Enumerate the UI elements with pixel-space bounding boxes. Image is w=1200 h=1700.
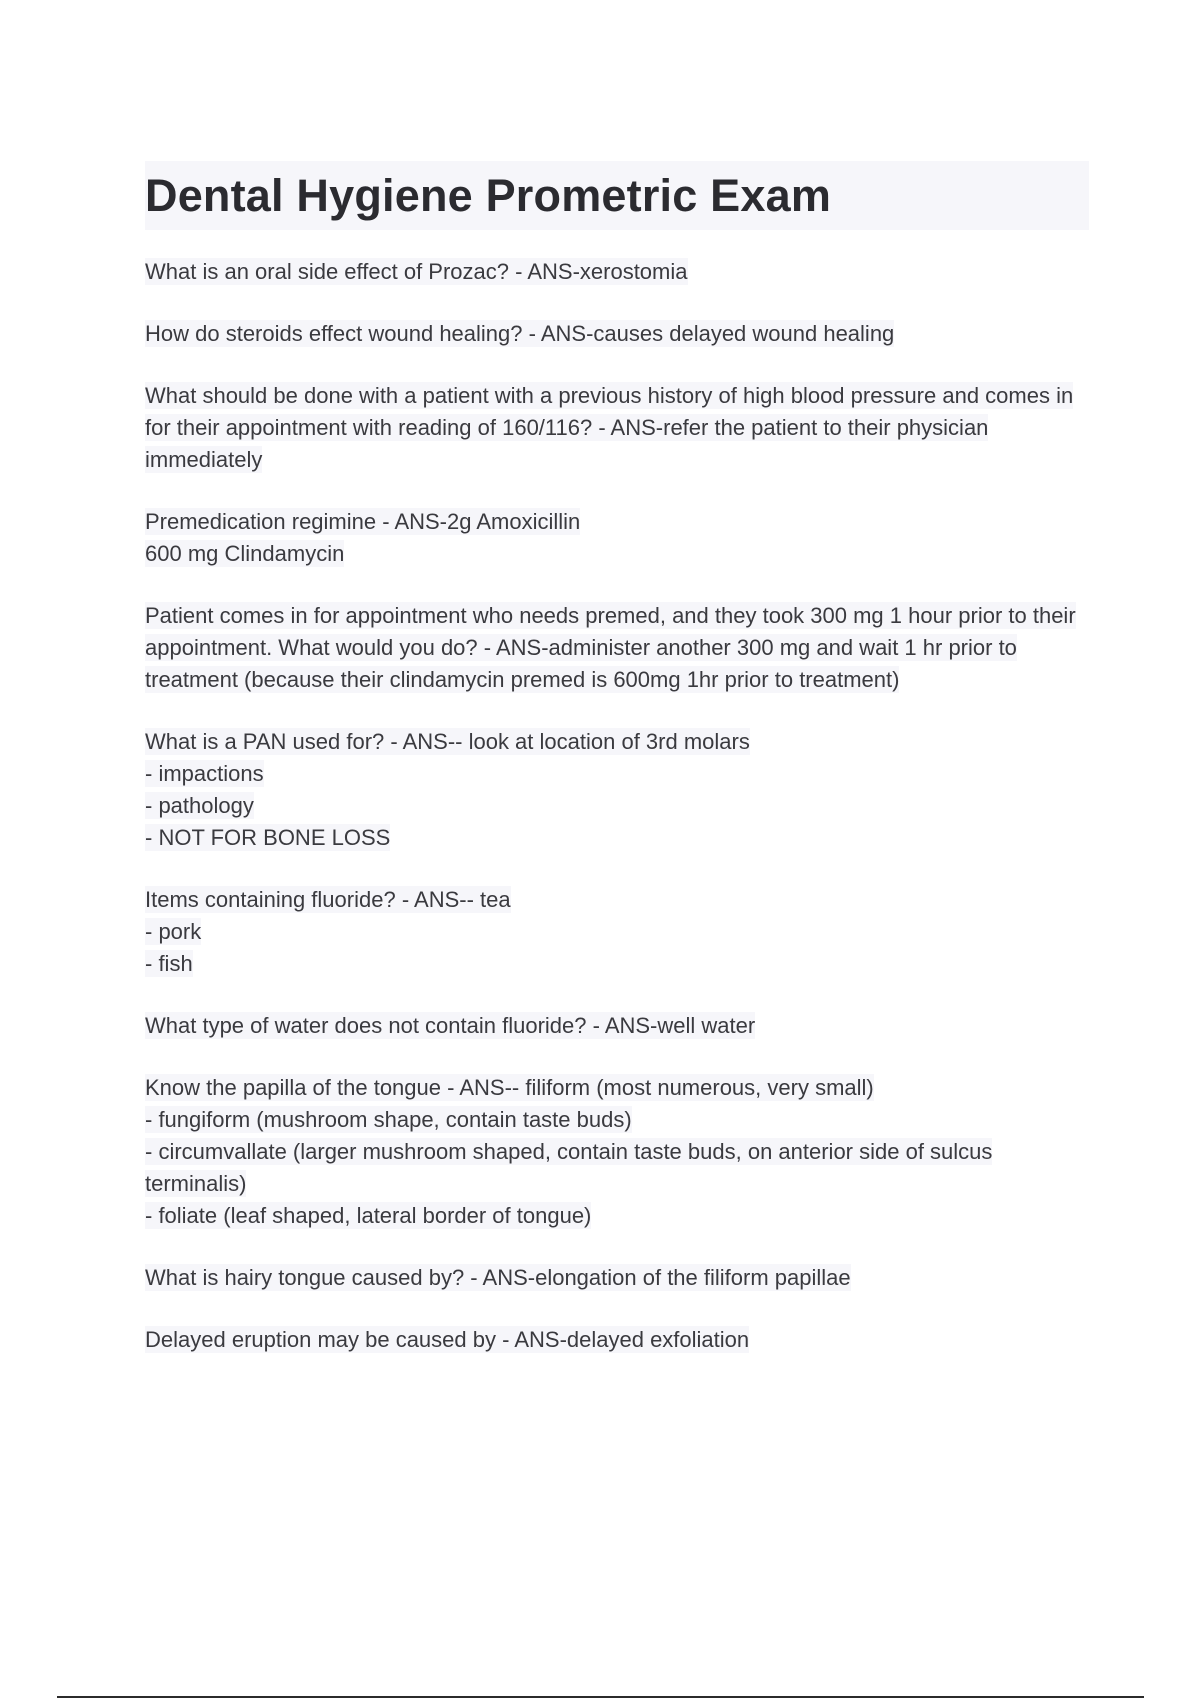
- qa-line-text: Premedication regimine - ANS-2g Amoxicillin: [145, 509, 581, 534]
- qa-line-text: 600 mg Clindamycin: [145, 541, 345, 566]
- qa-line-text: - impactions: [145, 761, 264, 786]
- qa-line: [145, 1104, 1089, 1136]
- qa-line: [145, 380, 1089, 476]
- qa-list: [145, 256, 1089, 1356]
- document-title: Dental Hygiene Prometric Exam: [145, 170, 832, 221]
- qa-line-text: Know the papilla of the tongue - ANS-- filiform (most numerous, very small): [145, 1075, 874, 1100]
- qa-item: [145, 506, 1089, 570]
- qa-line: [145, 1010, 1089, 1042]
- qa-line-text: Items containing fluoride? - ANS-- tea: [145, 887, 511, 912]
- qa-line-text: - pork: [145, 919, 202, 944]
- qa-line-text: Patient comes in for appointment who needs premed, and they took 300 mg 1 hour prior to their appointment. What would you do? - ANS-administer another 300 mg and wait 1 hr prior to treatment (because their clindamycin premed is 600mg 1hr prior to treatment): [145, 603, 1076, 692]
- qa-line-text: - foliate (leaf shaped, lateral border of tongue): [145, 1203, 592, 1228]
- qa-line-text: - fungiform (mushroom shape, contain taste buds): [145, 1107, 632, 1132]
- qa-line: [145, 1072, 1089, 1104]
- qa-line: [145, 916, 1089, 948]
- qa-item: [145, 600, 1089, 696]
- qa-item: [145, 884, 1089, 980]
- qa-item: [145, 1010, 1089, 1042]
- qa-line-text: What is hairy tongue caused by? - ANS-elongation of the filiform papillae: [145, 1265, 851, 1290]
- qa-line-text: - NOT FOR BONE LOSS: [145, 825, 391, 850]
- qa-item: [145, 1262, 1089, 1294]
- qa-line-text: What should be done with a patient with a previous history of high blood pressure and comes in for their appointment with reading of 160/116? - ANS-refer the patient to their physician immediately: [145, 383, 1074, 472]
- qa-item: [145, 256, 1089, 288]
- qa-item: [145, 1324, 1089, 1356]
- qa-line: [145, 790, 1089, 822]
- qa-item: [145, 380, 1089, 476]
- qa-line: [145, 1262, 1089, 1294]
- qa-line: [145, 822, 1089, 854]
- title-band: [145, 161, 1089, 230]
- document-page: [145, 161, 1089, 1386]
- qa-line-text: What type of water does not contain fluoride? - ANS-well water: [145, 1013, 756, 1038]
- qa-line: [145, 884, 1089, 916]
- qa-line-text: What is an oral side effect of Prozac? - ANS-xerostomia: [145, 259, 688, 284]
- qa-line: [145, 600, 1089, 696]
- qa-item: [145, 318, 1089, 350]
- qa-item: [145, 726, 1089, 854]
- qa-line-text: What is a PAN used for? - ANS-- look at location of 3rd molars: [145, 729, 750, 754]
- footer-divider: [57, 1696, 1144, 1698]
- qa-item: [145, 1072, 1089, 1232]
- qa-line: [145, 1136, 1089, 1200]
- qa-line-text: How do steroids effect wound healing? - ANS-causes delayed wound healing: [145, 321, 895, 346]
- qa-line: [145, 1324, 1089, 1356]
- qa-line: [145, 758, 1089, 790]
- qa-line: [145, 1200, 1089, 1232]
- qa-line-text: Delayed eruption may be caused by - ANS-delayed exfoliation: [145, 1327, 750, 1352]
- qa-line: [145, 948, 1089, 980]
- qa-line: [145, 506, 1089, 538]
- qa-line: [145, 256, 1089, 288]
- qa-line: [145, 726, 1089, 758]
- qa-line-text: - fish: [145, 951, 193, 976]
- qa-line-text: - pathology: [145, 793, 254, 818]
- qa-line: [145, 318, 1089, 350]
- qa-line-text: - circumvallate (larger mushroom shaped, contain taste buds, on anterior side of sulcus terminalis): [145, 1139, 993, 1196]
- qa-line: [145, 538, 1089, 570]
